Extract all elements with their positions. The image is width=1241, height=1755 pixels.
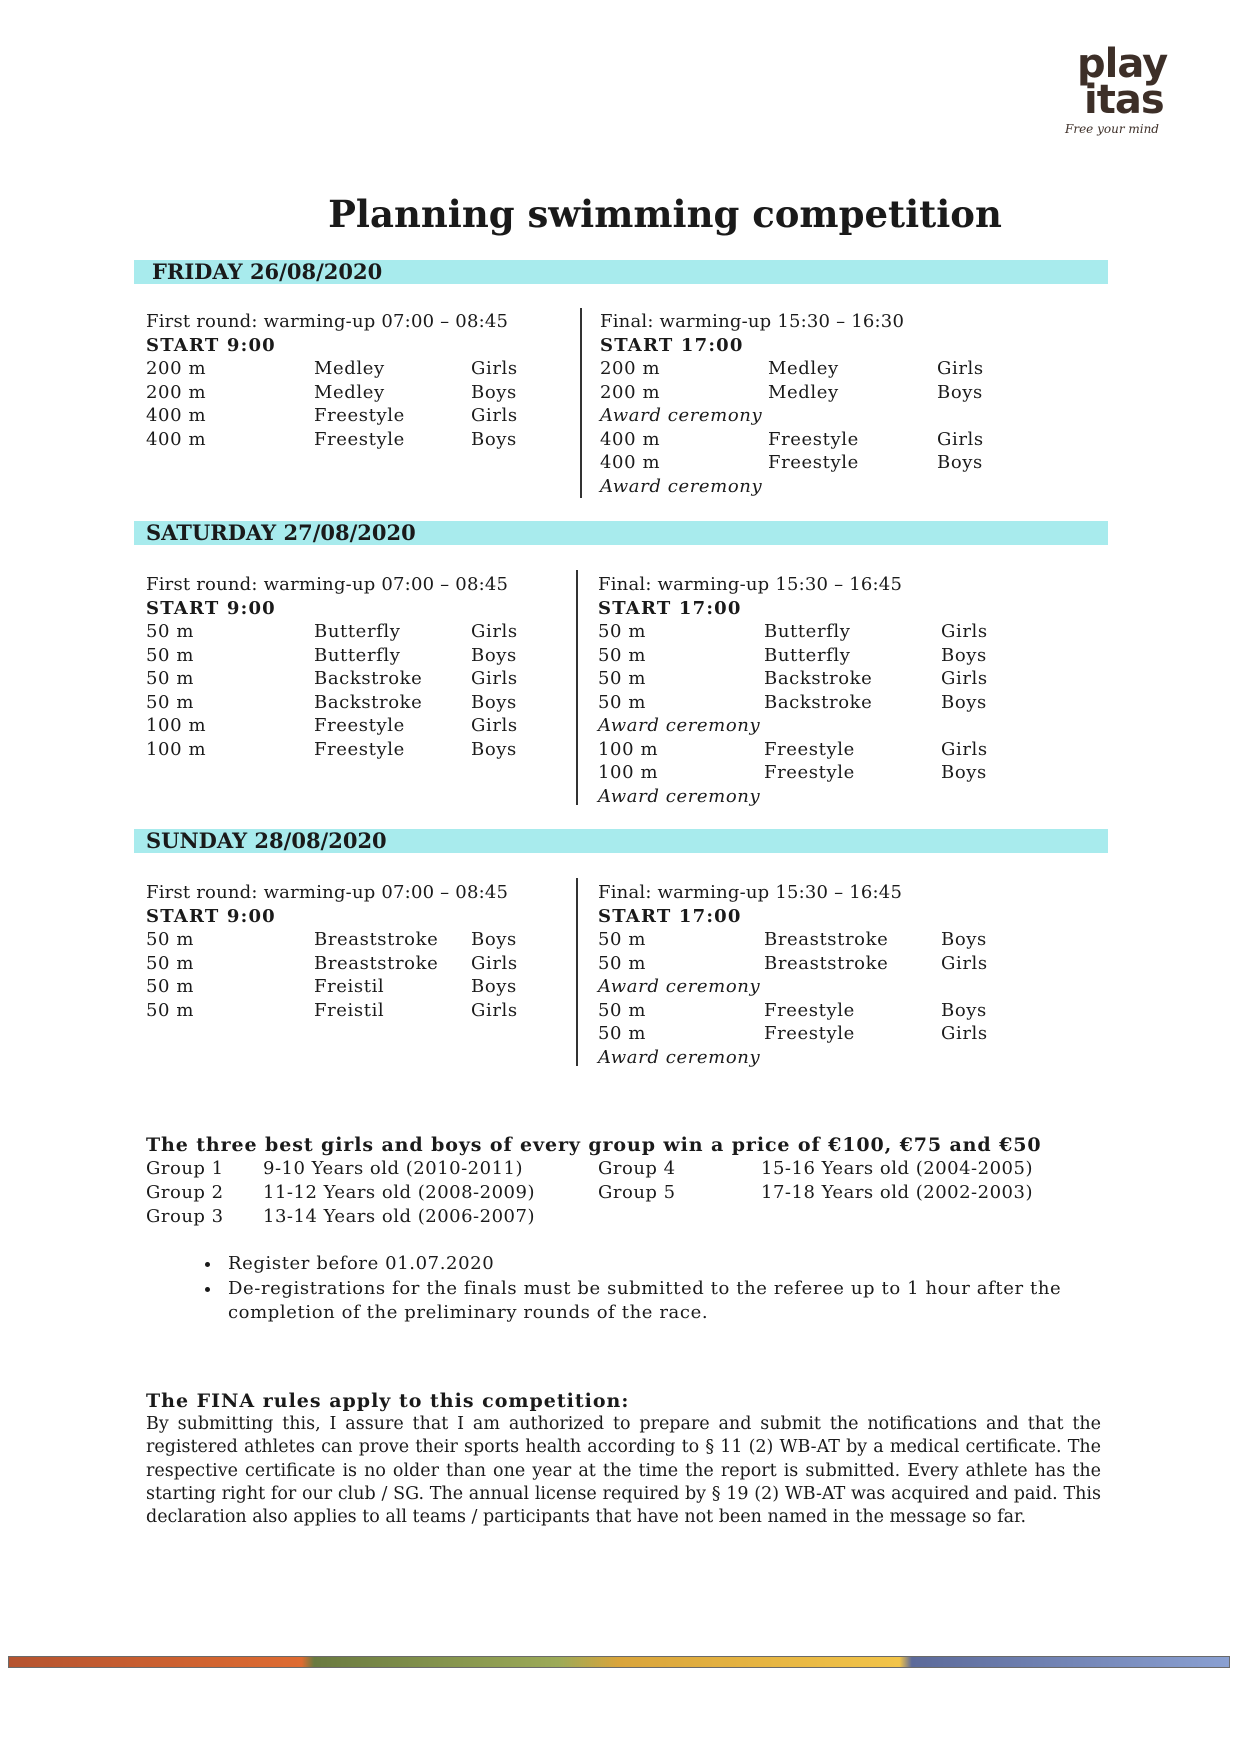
fina-declaration: By submitting this, I assure that I am authorized to prepare and submit the notifications and that the registered athletes can prove their sports health according to § 11 (2) WB-AT by a medical certificate. The respective certificate is no older than one year at the time the report is submitted. Every athlete has the starting right for our club / SG. The annual license required by § 19 (2) WB-AT was acquired and paid. This declaration also applies to all teams / participants that have not been named in the message so far. (146, 1414, 1101, 1528)
race-distance: 400 m (600, 452, 661, 473)
race-gender: Girls (937, 428, 984, 450)
race-stroke: Breaststroke (314, 929, 439, 950)
race-distance: 50 m (598, 644, 647, 666)
race-stroke: Butterfly (314, 644, 401, 666)
race-gender: Girls (471, 999, 518, 1021)
race-stroke: Medley (768, 381, 839, 403)
session-start-time: START 9:00 (146, 334, 276, 356)
race-row (598, 999, 987, 1023)
column-divider (576, 570, 578, 805)
first-round-column (146, 310, 518, 451)
group-ages: 15-16 Years old (2004-2005) (761, 1158, 1033, 1179)
race-gender: Boys (937, 452, 983, 473)
race-row (146, 738, 517, 762)
group-row (146, 1181, 1126, 1205)
race-stroke: Medley (768, 358, 839, 379)
first-round-column (146, 573, 518, 761)
race-stroke: Backstroke (314, 668, 423, 689)
race-stroke: Freestyle (764, 1023, 855, 1044)
prizes-title: The three best girls and boys of every group win a price of €100, €75 and €50 (146, 1134, 1042, 1156)
race-row (598, 667, 988, 691)
race-distance: 50 m (146, 999, 195, 1021)
race-gender: Boys (941, 999, 987, 1021)
race-gender: Boys (471, 976, 517, 997)
race-row (600, 428, 984, 452)
race-distance: 50 m (146, 976, 195, 997)
race-gender: Boys (471, 381, 517, 403)
session-start-time: START 9:00 (146, 597, 276, 619)
race-row (598, 738, 988, 762)
day-header: FRIDAY 26/08/2020 (134, 260, 1108, 284)
award-ceremony: Award ceremony (598, 1046, 761, 1068)
race-row (146, 667, 518, 691)
column-divider (580, 308, 582, 498)
race-stroke: Medley (314, 358, 385, 379)
race-gender: Girls (471, 405, 518, 426)
race-stroke: Butterfly (764, 621, 851, 642)
day-header: SATURDAY 27/08/2020 (134, 521, 1108, 545)
race-stroke: Freestyle (314, 405, 405, 426)
day-header: SUNDAY 28/08/2020 (134, 829, 1108, 853)
race-distance: 50 m (146, 691, 195, 713)
first-round-column (146, 881, 518, 1022)
playitas-logo (1065, 41, 1195, 144)
final-column (598, 573, 988, 808)
race-row (598, 928, 987, 952)
race-distance: 50 m (146, 644, 195, 666)
race-row (598, 761, 987, 785)
race-row (146, 714, 518, 738)
race-gender: Girls (471, 715, 518, 736)
race-gender: Girls (471, 952, 518, 974)
race-stroke: Medley (314, 381, 385, 403)
race-row (600, 381, 983, 405)
note-item: • De-registrations for the finals must be submitted to the referee up to 1 hour after the completion of the preliminary rounds of the race. (222, 1277, 1122, 1326)
race-row (146, 428, 517, 452)
race-row (146, 357, 518, 381)
race-gender: Girls (471, 668, 518, 689)
race-stroke: Freestyle (768, 428, 859, 450)
race-row (146, 404, 518, 428)
race-gender: Boys (941, 929, 987, 950)
session-header: Final: warming-up 15:30 – 16:30 (600, 311, 905, 332)
race-gender: Girls (941, 952, 988, 974)
race-stroke: Butterfly (764, 644, 851, 666)
race-row (146, 952, 518, 976)
race-stroke: Breaststroke (314, 952, 439, 974)
race-stroke: Breaststroke (764, 952, 889, 974)
footer-color-bar (8, 1656, 1230, 1668)
race-stroke: Backstroke (764, 668, 873, 689)
award-ceremony: Award ceremony (598, 785, 761, 807)
session-start-time: START 17:00 (600, 334, 744, 356)
race-gender: Girls (941, 1023, 988, 1044)
race-distance: 50 m (146, 668, 195, 689)
race-stroke: Freistil (314, 999, 385, 1021)
race-row (146, 381, 517, 405)
final-column (598, 881, 988, 1069)
race-distance: 100 m (146, 715, 207, 736)
group-row (146, 1157, 1126, 1181)
race-row (600, 451, 983, 475)
race-distance: 50 m (598, 929, 647, 950)
award-ceremony: Award ceremony (600, 475, 763, 497)
logo-text-play: play (1077, 41, 1168, 87)
race-stroke: Freestyle (314, 428, 405, 450)
race-distance: 100 m (146, 738, 207, 760)
logo-text-itas: itas (1084, 77, 1164, 123)
race-gender: Boys (471, 738, 517, 760)
session-header: Final: warming-up 15:30 – 16:45 (598, 882, 903, 903)
group-name: Group 2 (146, 1182, 224, 1203)
race-gender: Girls (941, 668, 988, 689)
race-gender: Boys (937, 381, 983, 403)
prizes-section (146, 1133, 1126, 1229)
race-gender: Boys (941, 762, 987, 783)
race-row (598, 952, 988, 976)
race-distance: 200 m (600, 358, 661, 379)
race-row (146, 620, 518, 644)
race-gender: Boys (471, 929, 517, 950)
race-distance: 400 m (146, 405, 207, 426)
session-header: First round: warming-up 07:00 – 08:45 (146, 574, 509, 595)
final-column (600, 310, 984, 498)
column-divider (576, 878, 578, 1066)
group-name: Group 3 (146, 1206, 224, 1227)
race-row (598, 1022, 988, 1046)
group-ages: 17-18 Years old (2002-2003) (761, 1182, 1033, 1203)
race-distance: 50 m (598, 621, 647, 642)
race-stroke: Freestyle (764, 762, 855, 783)
race-row (598, 691, 987, 715)
race-row (146, 691, 517, 715)
session-header: First round: warming-up 07:00 – 08:45 (146, 311, 509, 332)
race-row (598, 620, 988, 644)
race-gender: Boys (941, 644, 987, 666)
award-ceremony: Award ceremony (598, 715, 761, 736)
race-stroke: Freestyle (764, 738, 855, 760)
race-gender: Boys (471, 644, 517, 666)
session-start-time: START 17:00 (598, 905, 742, 927)
award-ceremony: Award ceremony (600, 405, 763, 426)
session-header: Final: warming-up 15:30 – 16:45 (598, 574, 903, 595)
race-row (146, 644, 517, 668)
race-stroke: Breaststroke (764, 929, 889, 950)
logo-tagline: Free your mind (1065, 122, 1159, 136)
race-row (146, 975, 517, 999)
race-distance: 50 m (146, 952, 195, 974)
race-stroke: Backstroke (764, 691, 873, 713)
race-stroke: Butterfly (314, 621, 401, 642)
race-gender: Girls (941, 738, 988, 760)
race-distance: 50 m (598, 999, 647, 1021)
group-name: Group 5 (598, 1182, 676, 1203)
race-gender: Girls (471, 358, 518, 379)
fina-title: The FINA rules apply to this competition: (146, 1390, 630, 1412)
race-distance: 50 m (146, 621, 195, 642)
group-ages: 9-10 Years old (2010-2011) (263, 1158, 524, 1179)
race-stroke: Freestyle (314, 738, 405, 760)
race-distance: 100 m (598, 738, 659, 760)
group-name: Group 4 (598, 1158, 676, 1179)
session-header: First round: warming-up 07:00 – 08:45 (146, 882, 509, 903)
race-distance: 400 m (600, 428, 661, 450)
race-stroke: Freestyle (764, 999, 855, 1021)
race-distance: 50 m (598, 1023, 647, 1044)
race-row (600, 357, 984, 381)
race-row (146, 928, 517, 952)
race-stroke: Backstroke (314, 691, 423, 713)
race-distance: 200 m (146, 358, 207, 379)
race-gender: Boys (471, 691, 517, 713)
group-ages: 13-14 Years old (2006-2007) (263, 1206, 535, 1227)
award-ceremony: Award ceremony (598, 976, 761, 997)
race-distance: 50 m (146, 929, 195, 950)
session-start-time: START 17:00 (598, 597, 742, 619)
race-distance: 100 m (598, 762, 659, 783)
race-stroke: Freestyle (314, 715, 405, 736)
race-stroke: Freistil (314, 976, 385, 997)
race-gender: Girls (937, 358, 984, 379)
group-row (146, 1205, 1126, 1229)
race-distance: 50 m (598, 952, 647, 974)
group-name: Group 1 (146, 1158, 224, 1179)
race-stroke: Freestyle (768, 452, 859, 473)
page-title: Planning swimming competition (328, 192, 1002, 236)
race-gender: Girls (941, 621, 988, 642)
notes-list (170, 1252, 1122, 1326)
race-gender: Boys (941, 691, 987, 713)
race-distance: 200 m (146, 381, 207, 403)
race-gender: Girls (471, 621, 518, 642)
race-distance: 200 m (600, 381, 661, 403)
note-item: • Register before 01.07.2020 (222, 1252, 1122, 1277)
race-distance: 50 m (598, 691, 647, 713)
race-row (146, 999, 518, 1023)
race-gender: Boys (471, 428, 517, 450)
race-row (598, 644, 987, 668)
race-distance: 50 m (598, 668, 647, 689)
fina-section (146, 1390, 1101, 1529)
group-ages: 11-12 Years old (2008-2009) (263, 1182, 535, 1203)
session-start-time: START 9:00 (146, 905, 276, 927)
race-distance: 400 m (146, 428, 207, 450)
